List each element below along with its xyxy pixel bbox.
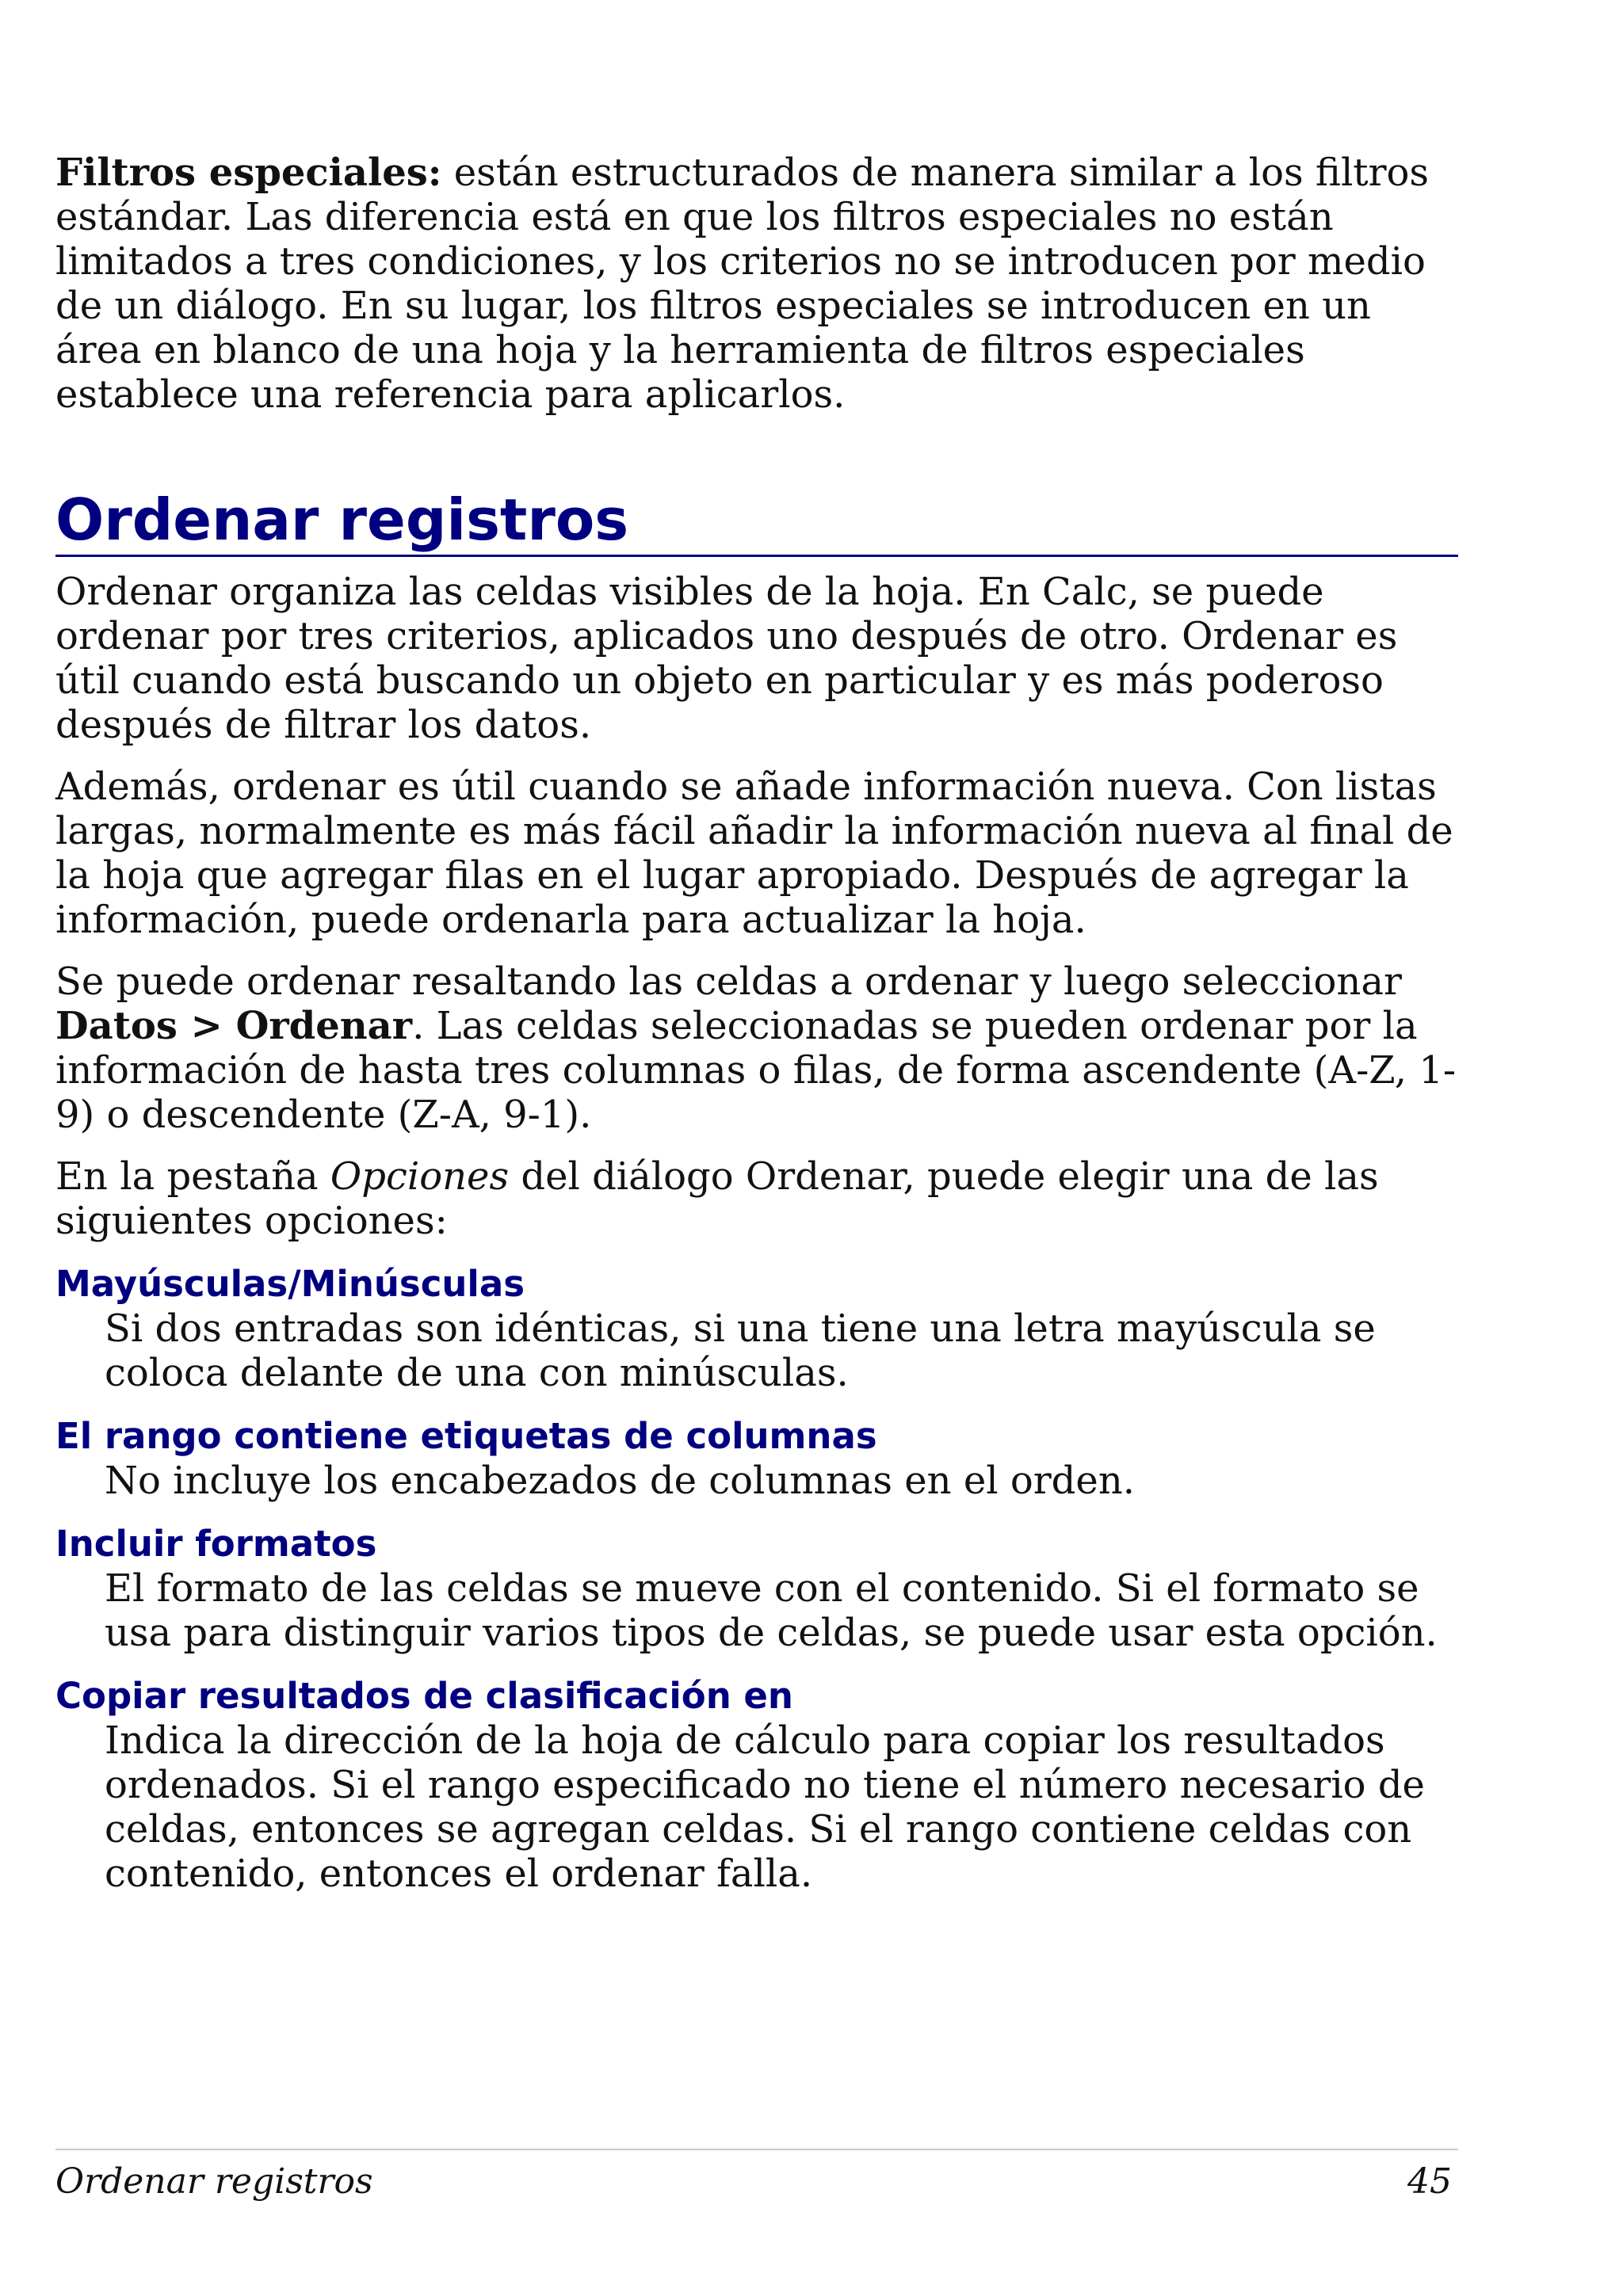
paragraph-1: Ordenar organiza las celdas visibles de la hoja. En Calc, se puede ordenar por tres criterios, aplicados uno después de otro. Ordenar es útil cuando está buscando un objeto en particular y es más poderoso después de filtrar los datos.: [55, 570, 1398, 747]
intro-paragraph: [55, 151, 1458, 417]
option-description: Si dos entradas son idénticas, si una tiene una letra mayúscula se coloca delante de una con minúsculas.: [105, 1306, 1376, 1395]
paragraph-4-text-a: En la pestaña: [55, 1154, 330, 1199]
document-page: [55, 151, 1458, 1896]
intro-term: Filtros especiales:: [55, 151, 442, 195]
option-item-etiquetas: [55, 1414, 1458, 1503]
paragraph-3-text-a: Se puede ordenar resaltando las celdas a ordenar y luego seleccionar: [55, 959, 1402, 1004]
paragraph-3: [55, 959, 1458, 1137]
paragraph-2: Además, ordenar es útil cuando se añade información nueva. Con listas largas, normalmente es más fácil añadir la información nueva al final de la hoja que agregar filas en el lugar apropiado. Después de agregar la información, puede ordenarla para actualizar la hoja.: [55, 765, 1453, 942]
footer-title: Ordenar registros: [55, 2161, 373, 2202]
option-item-copiar: [55, 1674, 1458, 1896]
paragraph-4: [55, 1154, 1458, 1243]
intro-text: están estructurados de manera similar a los filtros estándar. Las diferencia está en que los filtros especiales no están limitados a tres condiciones, y los criterios no se introducen por medio de un diálogo. En su lugar, los filtros especiales se introducen en un área en blanco de una hoja y la herramienta de filtros especiales establece una referencia para aplicarlos.: [55, 151, 1430, 417]
option-description: El formato de las celdas se mueve con el contenido. Si el formato se usa para distinguir varios tipos de celdas, se puede usar esta opción.: [105, 1566, 1438, 1655]
option-item-mayusculas: [55, 1262, 1458, 1395]
paragraph-4-text-b: del diálogo Ordenar, puede elegir una de las siguientes opciones:: [55, 1154, 1379, 1243]
option-term: Incluir formatos: [55, 1523, 377, 1565]
option-term: Mayúsculas/Minúsculas: [55, 1263, 525, 1305]
paragraph-3-text-b: . Las celdas seleccionadas se pueden ordenar por la información de hasta tres columnas o filas, de forma ascendente (A-Z, 1-9) o descendente (Z-A, 9-1).: [55, 1004, 1457, 1137]
option-description: No incluye los encabezados de columnas en el orden.: [105, 1459, 1135, 1503]
option-term: El rango contiene etiquetas de columnas: [55, 1415, 877, 1457]
option-item-formatos: [55, 1522, 1458, 1655]
option-term: Copiar resultados de clasificación en: [55, 1675, 793, 1717]
option-description: Indica la dirección de la hoja de cálculo para copiar los resultados ordenados. Si el rango especificado no tiene el número necesario de celdas, entonces se agregan celdas. Si el rango contiene celdas con contenido, entonces el ordenar falla.: [105, 1718, 1425, 1896]
page-footer: [55, 2149, 1458, 2204]
page-number: 45: [1407, 2161, 1452, 2202]
menu-path-datos-ordenar: Datos > Ordenar: [55, 1004, 413, 1048]
section-heading: Ordenar registros: [55, 488, 1458, 557]
tab-name-opciones: Opciones: [330, 1154, 510, 1199]
